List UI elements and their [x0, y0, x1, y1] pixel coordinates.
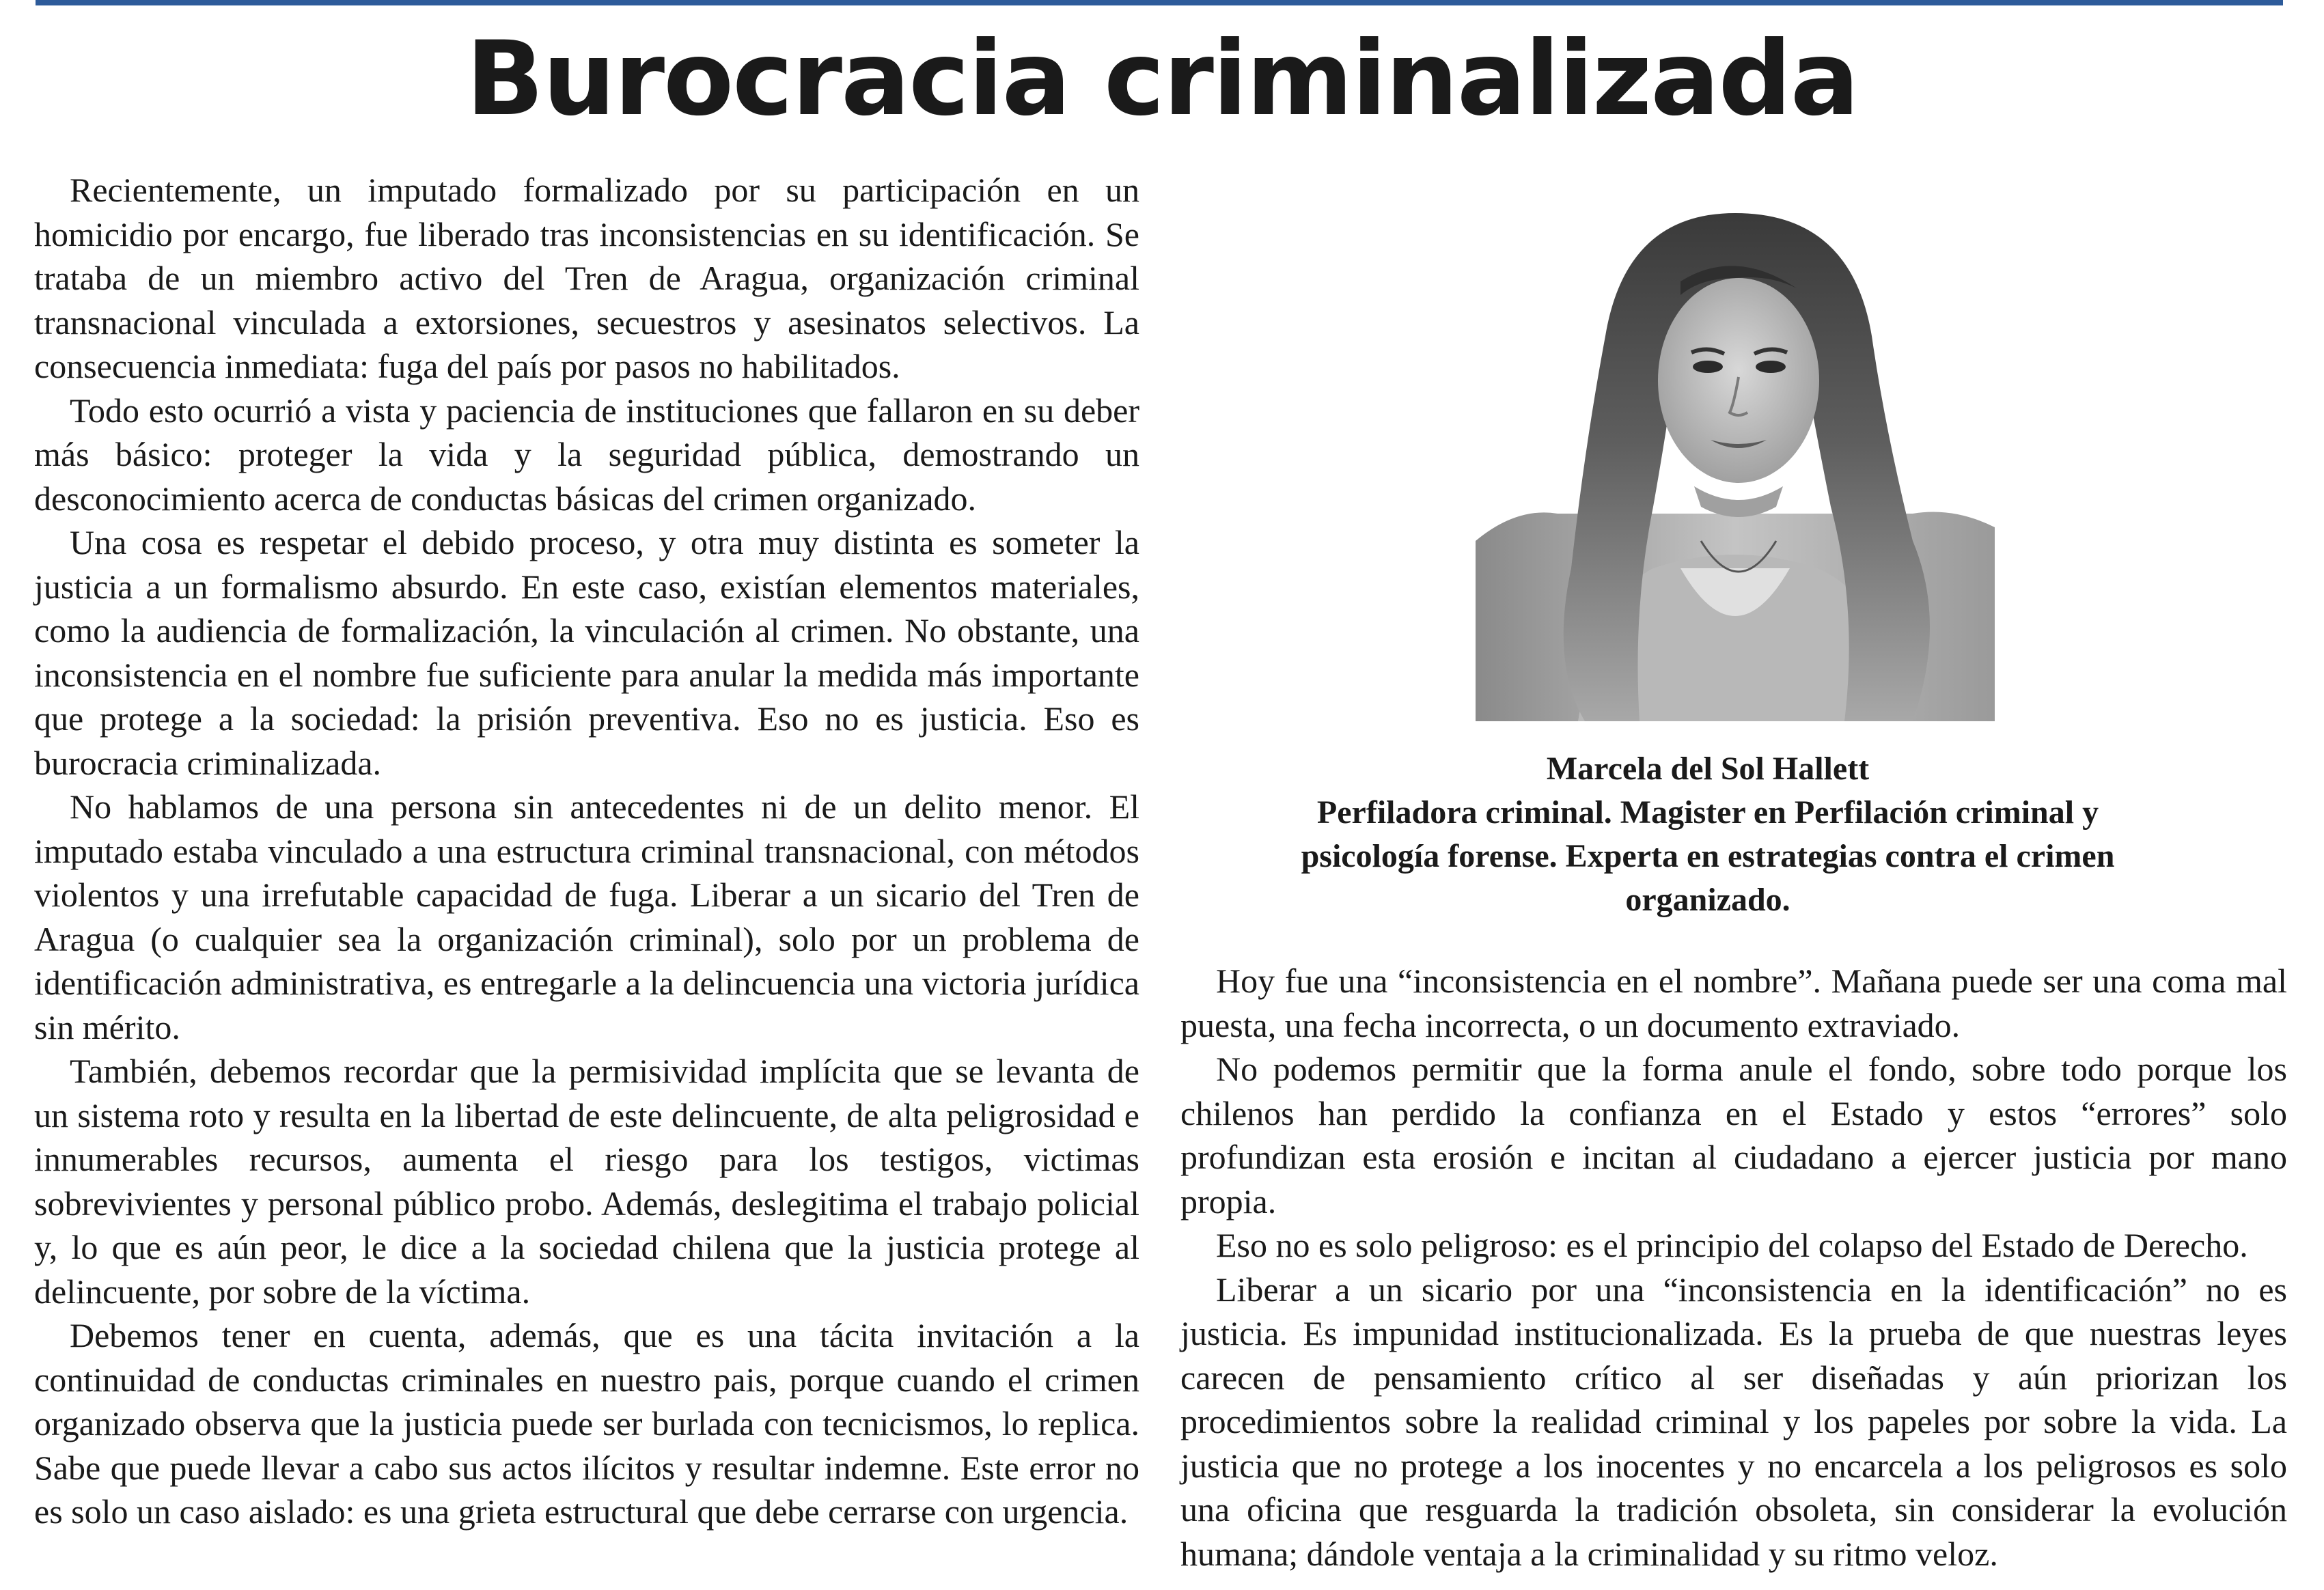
author-name: Marcela del Sol Hallett [1546, 751, 1870, 787]
author-caption [1202, 747, 2213, 922]
paragraph: Hoy fue una “inconsistencia en el nombre”. Mañana puede ser una coma mal puesta, una fecha incorrecta, o un documento extraviado. [1180, 962, 2287, 1044]
author-title-line: Perfiladora criminal. Magister en Perfilación criminal y [1316, 794, 2099, 831]
author-title-line: psicología forense. Experta en estrategias contra el crimen [1301, 838, 2115, 874]
paragraph: Una cosa es respetar el debido proceso, y otra muy distinta es someter la justicia a un formalismo absurdo. En este caso, existían elementos materiales, como la audiencia de formalización, la vinculación al crimen. No obstante, una inconsistencia en el nombre fue suficiente para anular la medida más importante que protege a la sociedad: la prisión preventiva. Eso no es justicia. Eso es burocracia criminalizada. [34, 523, 1139, 782]
right-column [1180, 959, 2287, 1576]
headline: Burocracia criminalizada [465, 20, 1858, 139]
author-title-line: organizado. [1625, 882, 1790, 918]
paragraph: No hablamos de una persona sin antecedentes ni de un delito menor. El imputado estaba vinculado a una estructura criminal transnacional, con métodos violentos y una irrefutable capacidad de fuga. Liberar a un sicario del Tren de Aragua (o cualquier sea la organización criminal), solo por un problema de identificación administrativa, es entregarle a la delincuencia una victoria jurídica sin mérito. [34, 787, 1139, 1046]
paragraph: Todo esto ocurrió a vista y paciencia de instituciones que fallaron en su deber más básico: proteger la vida y la seguridad pública, demostrando un desconocimiento acerca de conductas básicas del crimen organizado. [34, 391, 1139, 518]
top-rule [36, 0, 2283, 5]
paragraph: Eso no es solo peligroso: es el principio del colapso del Estado de Derecho. [1216, 1226, 2248, 1264]
paragraph: Liberar a un sicario por una “inconsistencia en la identificación” no es justicia. Es impunidad institucionalizada. Es la prueba de que nuestras leyes carecen de pensamiento crítico al ser diseñadas y aún priorizan los procedimientos sobre la realidad criminal y los papeles por sobre la vida. La justicia que no protege a los inocentes y no encarcela a los peligrosos es solo una oficina que resguarda la tradición obsoleta, sin considerar la evolución humana; dándole ventaja a la criminalidad y su ritmo veloz. [1180, 1270, 2287, 1573]
paragraph: Debemos tener en cuenta, además, que es una tácita invitación a la continuidad de conductas criminales en nuestro pais, porque cuando el crimen organizado observa que la justicia puede ser burlada con tecnicismos, lo replica. Sabe que puede llevar a cabo sus actos ilícitos y resultar indemne. Este error no es solo un caso aislado: es una grieta estructural que debe cerrarse con urgencia. [34, 1316, 1139, 1531]
left-column [34, 168, 1139, 1534]
author-photo [1476, 186, 1995, 721]
paragraph: No podemos permitir que la forma anule el fondo, sobre todo porque los chilenos han perdido la confianza en el Estado y estos “errores” solo profundizan esta erosión e incitan al ciudadano a ejercer justicia por mano propia. [1180, 1050, 2287, 1221]
paragraph: Recientemente, un imputado formalizado por su participación en un homicidio por encargo, fue liberado tras inconsistencias en su identificación. Se trataba de un miembro activo del Tren de Aragua, organización criminal transnacional vinculada a extorsiones, secuestros y asesinatos selectivos. La consecuencia inmediata: fuga del país por pasos no habilitados. [34, 171, 1139, 385]
paragraph: También, debemos recordar que la permisividad implícita que se levanta de un sistema roto y resulta en la libertad de este delincuente, de alta peligrosidad e innumerables recursos, aumenta el riesgo para los testigos, victimas sobrevivientes y personal público probo. Además, deslegitima el trabajo policial y, lo que es aún peor, le dice a la sociedad chilena que la justicia protege al delincuente, por sobre de la víctima. [34, 1052, 1139, 1311]
